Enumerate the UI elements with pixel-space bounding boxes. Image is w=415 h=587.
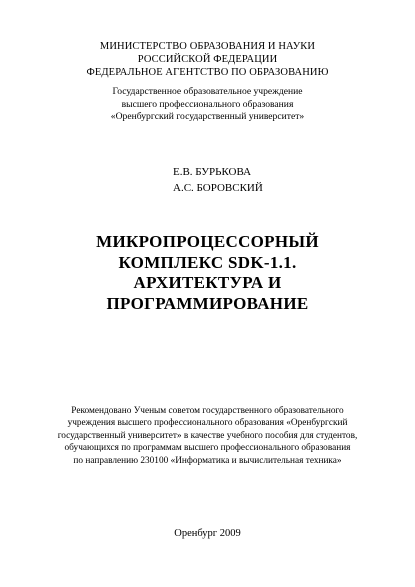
title-line-4: ПРОГРАММИРОВАНИЕ <box>106 293 309 313</box>
title-line-3: АРХИТЕКТУРА И <box>133 273 282 292</box>
authors-block <box>0 164 415 196</box>
university-line-2: высшего профессионального образования <box>121 98 294 110</box>
ministry-line-2: РОССИЙСКОЙ ФЕДЕРАЦИИ <box>137 54 278 65</box>
document-title <box>0 232 415 314</box>
recommendation-line-2: учреждения высшего профессионального образования «Оренбургский <box>67 418 348 429</box>
recommendation-line-3: государственный университет» в качестве учебного пособия для студентов, <box>57 430 358 441</box>
university-block <box>0 86 415 124</box>
recommendation-line-4: обучающихся по программам высшего профессионального образования <box>64 443 351 454</box>
recommendation-line-5: по направлению 230100 «Информатика и вычислительная техника» <box>73 455 342 466</box>
city-year: Оренбург 2009 <box>174 528 241 539</box>
recommendation-line-1: Рекомендовано Ученым советом государственного образовательного <box>71 406 344 416</box>
author-2: А.С. БОРОВСКИЙ <box>173 182 263 194</box>
author-1: Е.В. БУРЬКОВА <box>173 166 252 178</box>
ministry-line-1: МИНИСТЕРСТВО ОБРАЗОВАНИЯ И НАУКИ <box>99 41 316 52</box>
title-line-2: КОМПЛЕКС SDK-1.1. <box>118 252 297 272</box>
title-line-1: МИКРОПРОЦЕССОРНЫЙ <box>96 232 319 251</box>
ministry-header <box>0 40 415 79</box>
recommendation-block <box>0 405 415 467</box>
university-line-1: Государственное образовательное учреждение <box>112 86 303 97</box>
ministry-line-3: ФЕДЕРАЛЬНОЕ АГЕНТСТВО ПО ОБРАЗОВАНИЮ <box>86 67 329 78</box>
university-line-3: «Оренбургский государственный университет» <box>110 111 305 122</box>
